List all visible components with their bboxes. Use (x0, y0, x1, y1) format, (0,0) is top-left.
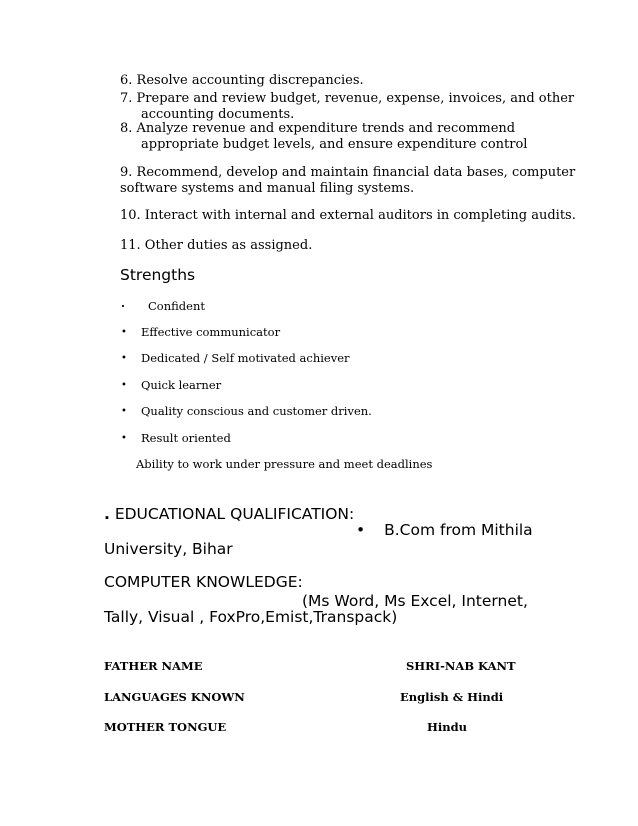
duty-item-11: 11. Other duties as assigned. (120, 238, 313, 253)
education-text-continuation: University, Bihar (104, 540, 233, 558)
strength-item: Confident (148, 299, 205, 313)
bullet-icon: • (121, 380, 127, 391)
duty-text: Resolve accounting discrepancies. (136, 73, 364, 88)
duty-number: 6. (120, 73, 133, 88)
strength-item: Effective communicator (141, 325, 281, 339)
duty-item-10: 10. Interact with internal and external auditors in completing audits. (120, 208, 576, 223)
duty-text: Prepare and review budget, revenue, expense, invoices, and other (136, 91, 575, 106)
duty-number: 7. (120, 91, 133, 106)
bullet-icon: • (121, 353, 127, 364)
education-text: B.Com from Mithila (384, 521, 533, 539)
strength-item: Result oriented (141, 431, 231, 445)
strength-item: Quality conscious and customer driven. (141, 404, 372, 418)
languages-known-value: English & Hindi (400, 690, 504, 704)
father-name-label: FATHER NAME (104, 659, 203, 673)
education-entry (356, 521, 533, 539)
section-marker: . (104, 505, 110, 523)
education-heading-row (104, 505, 354, 523)
strength-item: Quick learner (141, 378, 222, 392)
bullet-icon: • (121, 327, 127, 338)
mother-tongue-value: Hindu (427, 720, 467, 734)
bullet-icon: • (121, 406, 127, 417)
strength-extra-item: Ability to work under pressure and meet deadlines (136, 457, 433, 471)
strength-item: Dedicated / Self motivated achiever (141, 351, 350, 365)
duty-number: 8. (120, 121, 133, 136)
computer-heading: COMPUTER KNOWLEDGE: (104, 573, 303, 591)
duty-item-9-continuation: software systems and manual filing systems. (120, 181, 415, 196)
duty-item-9: 9. Recommend, develop and maintain financial data bases, computer (120, 165, 576, 180)
strengths-heading: Strengths (120, 266, 196, 284)
duty-item-7 (120, 91, 574, 107)
duty-text-continuation: accounting documents. (141, 107, 295, 122)
duty-text: Analyze revenue and expenditure trends and recommend (136, 121, 516, 136)
mother-tongue-label: MOTHER TONGUE (104, 720, 227, 734)
duty-text-continuation: appropriate budget levels, and ensure expenditure control (141, 137, 528, 152)
father-name-value: SHRI-NAB KANT (406, 659, 516, 673)
bullet-icon: • (121, 433, 127, 444)
education-heading: EDUCATIONAL QUALIFICATION: (114, 505, 355, 523)
bullet-icon: • (356, 521, 366, 539)
computer-text: (Ms Word, Ms Excel, Internet, (302, 592, 528, 610)
duty-item-8 (120, 121, 515, 137)
languages-known-label: LANGUAGES KNOWN (104, 690, 245, 704)
bullet-icon: . (121, 296, 126, 310)
computer-text-continuation: Tally, Visual , FoxPro,Emist,Transpack) (104, 608, 398, 626)
duty-item-6 (120, 73, 364, 89)
